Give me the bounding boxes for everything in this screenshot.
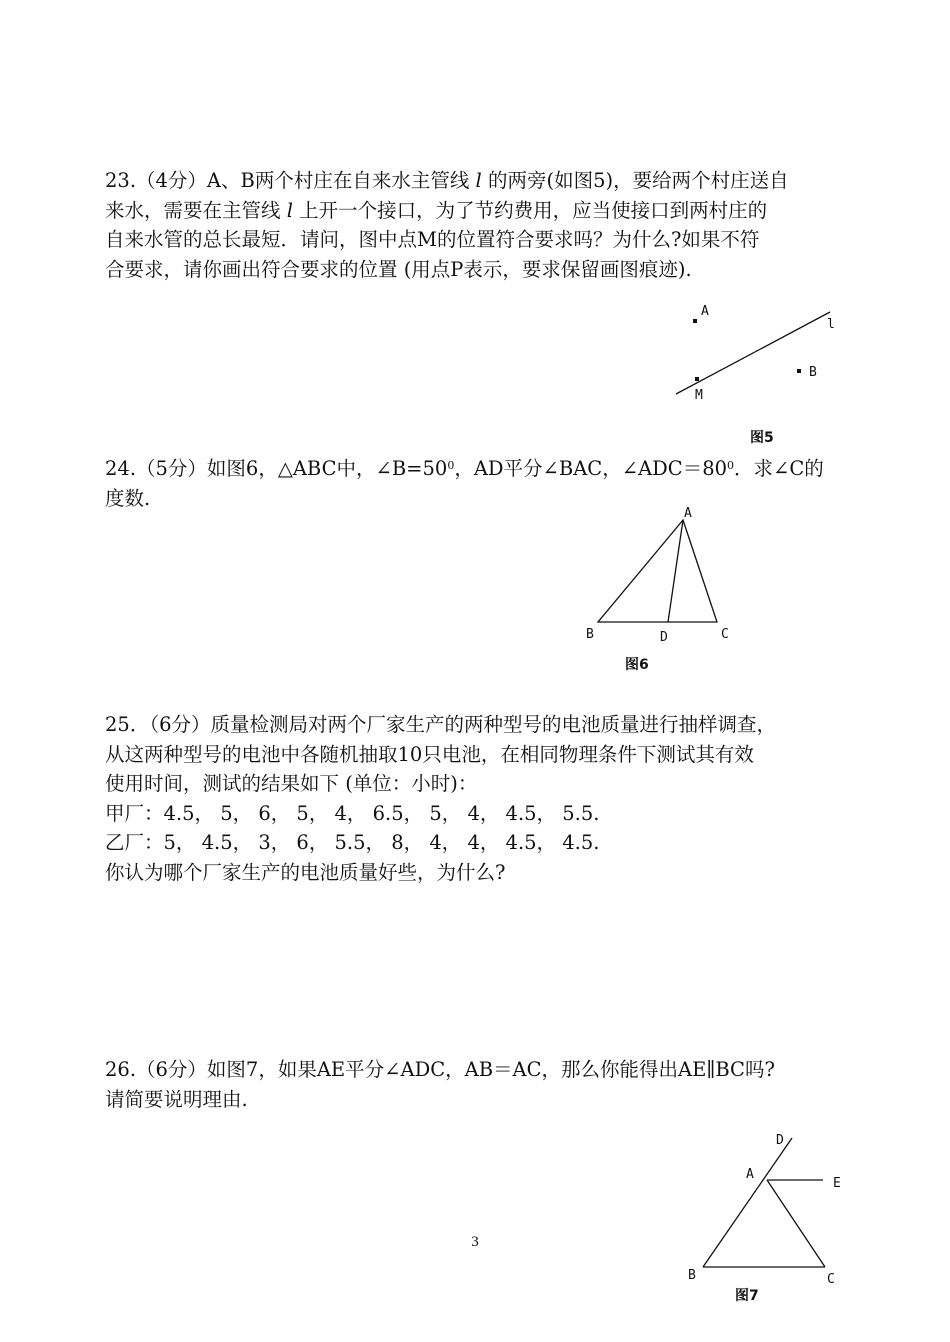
fig7-label-a: A: [746, 1167, 754, 1182]
q25-line-6: 你认为哪个厂家生产的电池质量好些，为什么?: [105, 860, 506, 884]
q23-text-2a: 来水，需要在主管线: [105, 198, 287, 222]
q24-text-1a: 24.（5分）如图6，△ABC中，∠B=50: [105, 457, 448, 480]
village-a-point: [693, 319, 697, 323]
fig6-label-a: A: [684, 506, 692, 521]
q23-text-1a: 23.（4分）A、B两个村庄在自来水主管线: [105, 169, 476, 192]
fig6-label-d: D: [660, 630, 668, 645]
question-26: [105, 1055, 850, 1114]
q23-text-2b: 上开一个接口，为了节约费用，应当使接口到两村庄的: [292, 198, 768, 222]
point-m: [695, 377, 699, 381]
q25-factory-a-data: 甲厂：4.5， 5， 6， 5， 4， 6.5， 5， 4， 4.5， 5.5.: [105, 801, 600, 825]
q23-text-1b: 的两旁(如图5)，要给两个村庄送自: [481, 169, 789, 192]
fig6-label-b: B: [586, 627, 594, 642]
q23-line-2: [105, 196, 850, 226]
segment-ac: [767, 1180, 825, 1267]
fig7-label-b: B: [688, 1268, 696, 1283]
fig6-label-c: C: [721, 627, 729, 642]
fig5-caption: 图5: [750, 430, 774, 446]
figure-7: [680, 1125, 860, 1310]
q26-line-2: 请简要说明理由.: [105, 1087, 248, 1111]
q24-line-2: 度数.: [105, 486, 151, 510]
fig5-label-l: l: [827, 317, 835, 332]
q24-degree-sup-1: 0: [447, 459, 455, 472]
figure-5: [660, 290, 860, 450]
fig5-label-a: A: [701, 304, 709, 319]
fig7-caption: 图7: [735, 1288, 759, 1304]
q26-line-1: 26.（6分）如图7，如果AE平分∠ADC，AB＝AC，那么你能得出AE∥BC吗?: [105, 1058, 775, 1081]
figure-6: [580, 500, 750, 680]
main-pipeline-line: [676, 312, 830, 394]
q24-line-1: [105, 454, 850, 484]
q23-italic-l-2: l: [286, 198, 293, 222]
question-23: [105, 166, 850, 284]
q23-line-1: [105, 166, 850, 196]
q23-line-3: 自来水管的总长最短．请问，图中点M的位置符合要求吗？为什么?如果不符: [105, 228, 760, 251]
question-25: [105, 710, 850, 887]
fig7-label-c: C: [827, 1272, 835, 1287]
q25-line-3: 使用时间，测试的结果如下 (单位：小时)：: [105, 772, 478, 795]
q23-line-4: 合要求，请你画出符合要求的位置 (用点P表示，要求保留画图痕迹).: [105, 257, 692, 281]
q25-line-1: 25．（6分）质量检测局对两个厂家生产的两种型号的电池质量进行抽样调查，: [105, 713, 776, 736]
fig5-label-b: B: [809, 365, 817, 380]
village-b-point: [797, 369, 801, 373]
fig6-caption: 图6: [625, 657, 649, 673]
triangle-abc: [598, 520, 717, 622]
fig5-label-m: M: [695, 388, 703, 403]
q24-text-1c: ．求∠C的: [734, 457, 824, 480]
fig7-label-d: D: [776, 1133, 784, 1148]
q23-italic-l-1: l: [475, 169, 482, 192]
fig7-label-e: E: [833, 1176, 841, 1191]
q25-line-2: 从这两种型号的电池中各随机抽取10只电池，在相同物理条件下测试其有效: [105, 742, 754, 766]
page-number: 3: [471, 1234, 479, 1250]
q24-degree-sup-2: 0: [727, 459, 735, 472]
q25-factory-b-data: 乙厂：5， 4.5， 3， 6， 5.5， 8， 4， 4， 4.5， 4.5.: [105, 831, 600, 854]
q24-text-1b: ，AD平分∠BAC，∠ADC＝80: [454, 457, 728, 480]
